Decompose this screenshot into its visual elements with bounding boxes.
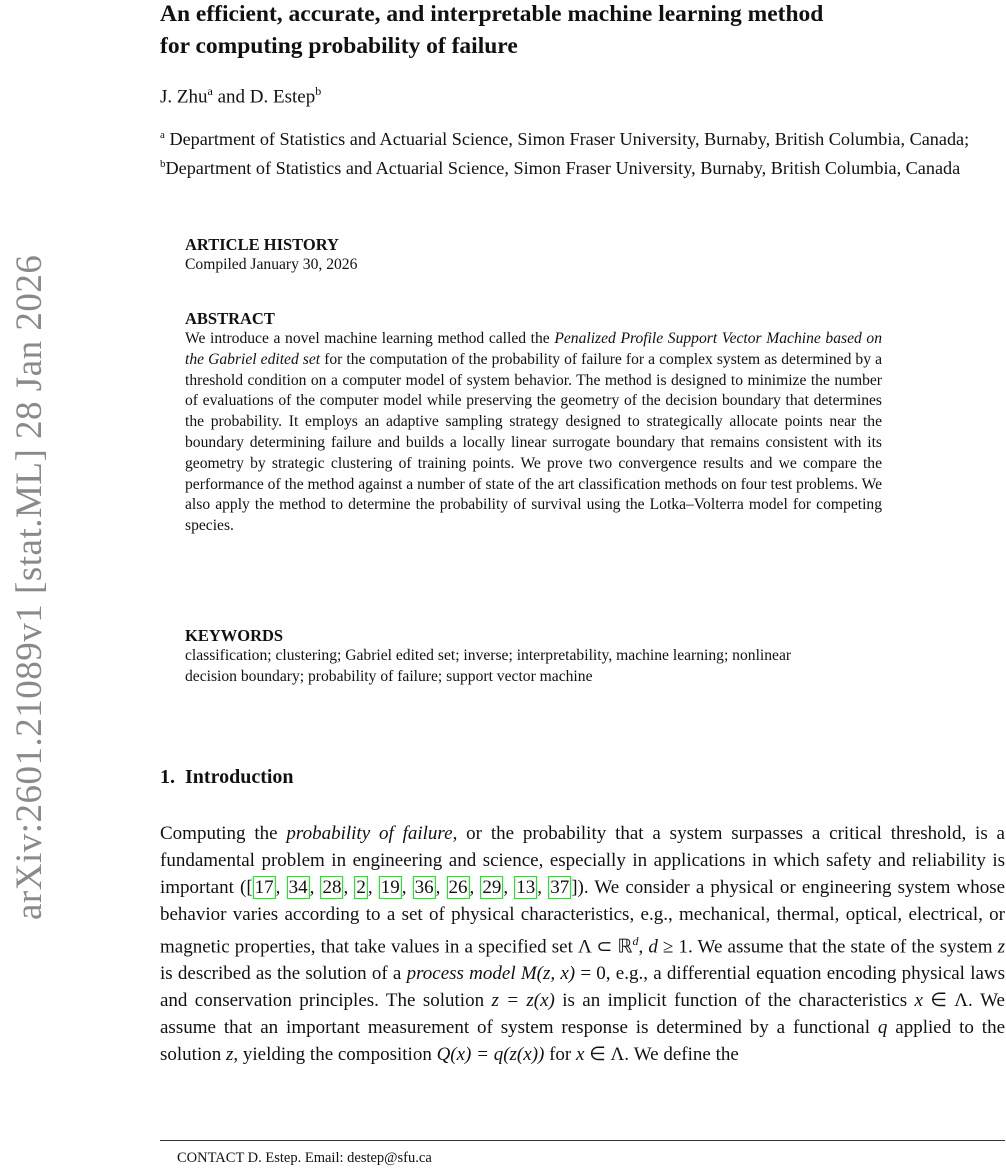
arxiv-identifier-stamp: arXiv:2601.21089v1 [stat.ML] 28 Jan 2026 [9, 254, 50, 920]
citation-link[interactable]: 37 [550, 877, 570, 898]
affiliations [160, 123, 1005, 181]
math-expression: z = z(x) [491, 990, 555, 1012]
text-run: ]). We consider a physical or engineering system whose behavior varies according to a set of physical characteristics, e.g., mechanical, thermal, optical, electrical, or magnetic properties, that take values in a specified set Λ ⊂ ℝ [160, 877, 1006, 958]
keywords [185, 626, 845, 688]
text-run: , [638, 936, 649, 958]
text-run: is an implicit function of the characteristics [554, 990, 915, 1012]
citation-link[interactable]: 34 [288, 877, 308, 898]
footnote-divider [160, 1140, 1005, 1141]
keywords-heading: KEYWORDS [185, 626, 284, 645]
title-line-1: An efficient, accurate, and interpretable machine learning method [160, 1, 824, 27]
introduction-body [160, 820, 1005, 1068]
citation-link[interactable]: 13 [516, 877, 536, 898]
math-expression: Q(x) = q(z(x)) [436, 1044, 545, 1066]
author-name: J. Zhu [160, 86, 208, 108]
keywords-text: classification; clustering; Gabriel edited set; inverse; interpretability, machine learning; nonlinear decision boundary; probability of failure; support vector machine [185, 647, 792, 685]
math-var: q [877, 1017, 888, 1039]
method-name-emphasis: Penalized Profile Support Vector Machine based on the Gabriel edited set [185, 330, 883, 368]
article-history [185, 235, 882, 276]
author-joiner: and [212, 86, 250, 108]
introduction-paragraph: Computing the probability of failure, or the probability that a system surpasses a critical threshold, is a fundamental problem in engineering and science, especially in applications in which safety and reliability is important ([ 17 , 34 , 28 , 2 , 19 , 36 , 26 , 29 , 13 , 37 ]). We consider a physical or engineering system whose behavior varies according to a set of physical characteristics, e.g., mechanical, thermal, optical, electrical, or magnetic properties, that take values in a specified set Λ ⊂ ℝ$^d$, d ≥ 1. We assume that the state of the system z is described as the solution of a process model M(z, x) = 0, e.g., a differential equation encoding physical laws and conservation principles. The solution z = z(x) is an implicit function of the characteristics x ∈ Λ. We assume that an important measurement of system response is determined by a functional q applied to the solution z, yielding the composition Q(x) = q(z(x)) for x ∈ Λ. We define the [160, 823, 1006, 1066]
math-var: z [225, 1044, 234, 1066]
affiliation-a: Department of Statistics and Actuarial Science, Simon Fraser University, Burnaby, British Columbia, Canada; [164, 129, 970, 150]
emphasis-probability-of-failure: probability of failure [286, 823, 453, 844]
math-var: d [648, 936, 658, 958]
math-superscript: d [632, 934, 639, 948]
abstract-heading: ABSTRACT [185, 309, 275, 328]
abstract-text-pre: We introduce a novel machine learning method called the [185, 330, 555, 347]
citation-link[interactable]: 2 [356, 877, 366, 898]
citation-link[interactable]: 26 [448, 877, 468, 898]
title-line-2: for computing probability of failure [160, 33, 518, 59]
text-run: ∈ Λ. We assume that an important measurement of system response is determined by a functional [160, 990, 1005, 1039]
text-run: ∈ Λ. We define the [584, 1044, 739, 1066]
article-history-heading: ARTICLE HISTORY [185, 235, 339, 254]
citation-link[interactable]: 19 [380, 877, 400, 898]
text-run: applied to the solution [160, 1017, 1005, 1066]
section-heading-introduction [160, 766, 294, 789]
math-var: z [997, 936, 1006, 958]
text-run: is described as the solution of a [160, 963, 407, 985]
text-run: , or the probability that a system surpasses a critical threshold, is a fundamental problem in engineering and science, especially in applications in which safety and reliability is important ([ [160, 823, 1005, 898]
math-var: x [576, 1044, 585, 1066]
text-run: ≥ 1. We assume that the state of the system [657, 936, 998, 958]
affiliation-mark-a: a [160, 129, 165, 141]
contact-footnote: CONTACT D. Estep. Email: destep@sfu.ca [177, 1150, 432, 1166]
section-title: Introduction [185, 766, 294, 788]
affiliation-mark-b: b [160, 158, 166, 171]
text-run: = 0, e.g., a differential equation encoding physical laws and conservation principles. The solution [160, 963, 1006, 1012]
citation-link[interactable]: 17 [254, 877, 274, 898]
citation-link[interactable]: 36 [414, 877, 434, 898]
paper-title [160, 0, 1005, 62]
citation-link[interactable]: 29 [482, 877, 502, 898]
affiliation-mark: a [207, 84, 213, 98]
citation-link[interactable]: 28 [322, 877, 342, 898]
math-expression: M(z, x) [520, 963, 576, 985]
affiliation-mark: b [315, 84, 322, 98]
article-history-text: Compiled January 30, 2026 [185, 256, 358, 273]
author-name: D. Estep [249, 86, 316, 108]
abstract-text-post: for the computation of the probability of failure for a complex system as determined by a threshold condition on a computer model of system behavior. The method is designed to minimize the number of evaluations of the computer model while preserving the geometry of the decision boundary that determines the probability. It employs an adaptive sampling strategy designed to strategically allocate points near the boundary determining failure and builds a locally linear surrogate boundary that remains consistent with its geometry by strategic clustering of training points. We prove two convergence results and we compare the performance of the method against a number of state of the art classification methods on four test problems. We also apply the method to determine the probability of survival using the Lotka–Volterra model for competing species. [185, 350, 882, 535]
text-run: , yielding the composition [233, 1044, 437, 1066]
text-run: Computing the [160, 823, 287, 844]
text-run: for [544, 1044, 576, 1066]
math-var: x [914, 990, 923, 1012]
author-list [160, 84, 321, 108]
abstract [185, 309, 882, 537]
affiliation-b: Department of Statistics and Actuarial Science, Simon Fraser University, Burnaby, British Columbia, Canada [165, 158, 961, 179]
emphasis-process-model: process model [406, 963, 516, 985]
abstract-text [185, 329, 882, 537]
section-number: 1. [160, 766, 175, 788]
